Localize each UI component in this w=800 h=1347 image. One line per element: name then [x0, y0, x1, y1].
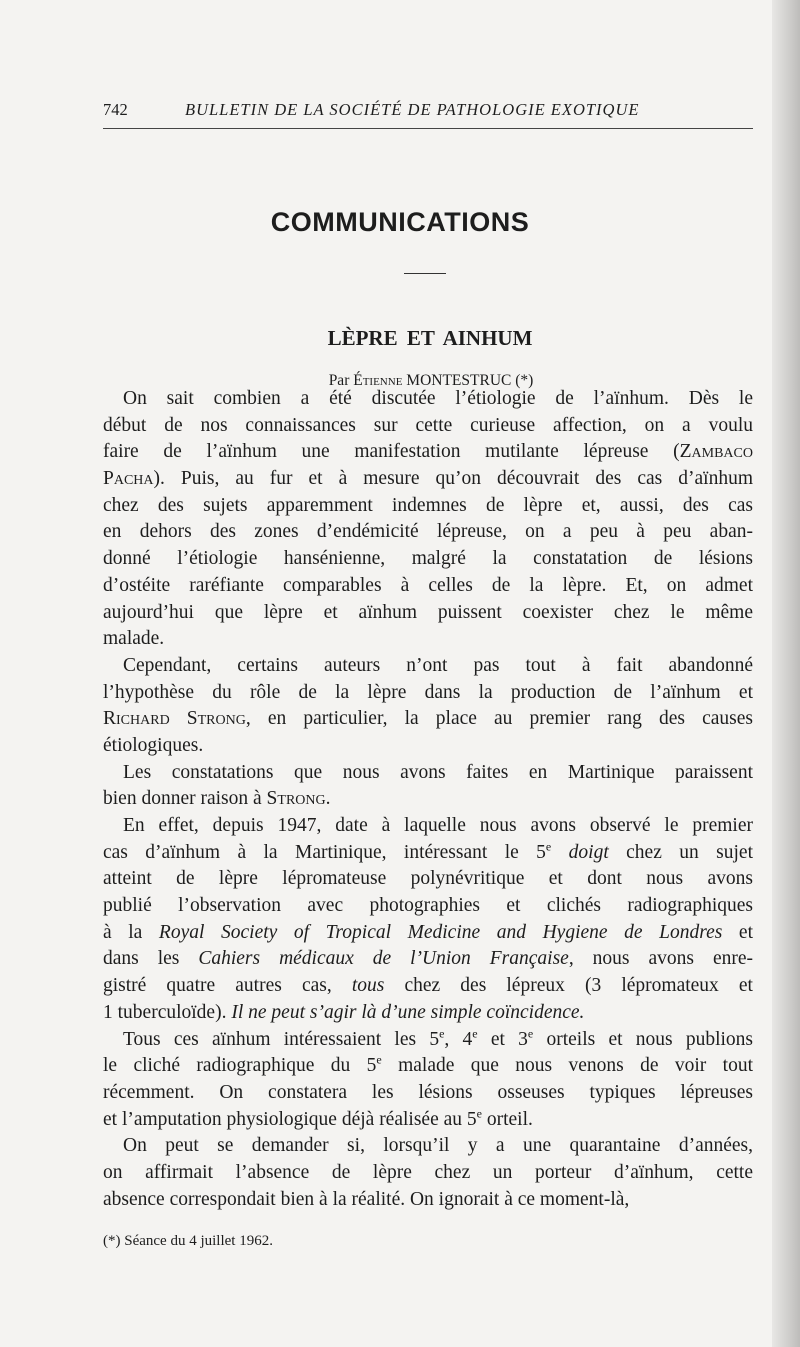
text-run: On sait combien a été discutée l’étiologie de l’aïnhum. Dès le	[123, 388, 753, 409]
author-first-name: Étienne	[353, 372, 403, 389]
superscript: e	[476, 1106, 482, 1121]
text-run: et 3	[477, 1028, 528, 1050]
text-run: 1 tuberculoïde).	[103, 1001, 232, 1023]
text-run: orteil.	[481, 1108, 533, 1130]
text-line	[103, 546, 753, 573]
superscript: e	[527, 1026, 534, 1040]
text-line	[103, 813, 753, 840]
page-number: 742	[103, 100, 128, 119]
text-run: et	[722, 921, 754, 943]
author-prefix: Par	[328, 372, 350, 389]
text-run: gistré quatre autres cas,	[103, 975, 352, 997]
text-line	[103, 840, 753, 867]
text-run: début de nos connaissances sur cette curieuse affection, on a voulu	[103, 414, 753, 436]
superscript: e	[545, 839, 552, 854]
text-line	[103, 866, 753, 893]
text-run: .	[325, 788, 331, 810]
italic-text: Cahiers médicaux de l’Union Française	[198, 948, 569, 970]
text-line	[103, 439, 753, 466]
text-line	[103, 386, 753, 413]
text-run: aujourd’hui que lèpre et aïnhum puissent coexister chez le même	[103, 601, 753, 623]
text-line	[103, 1160, 753, 1187]
text-run: récemment. On constatera les lésions osseuses typiques lépreuses	[103, 1081, 753, 1103]
text-run: orteils et nous publions	[533, 1028, 754, 1050]
section-heading: COMMUNICATIONS	[270, 207, 530, 237]
text-line	[103, 973, 753, 1000]
journal-title: BULLETIN DE LA SOCIÉTÉ DE PATHOLOGIE EXOTIQUE	[185, 100, 640, 119]
text-run: malade que nous venons de voir tout	[381, 1055, 753, 1077]
text-run: , 4	[444, 1028, 473, 1050]
small-caps-name: Zambaco	[679, 441, 753, 463]
paragraph	[103, 1133, 753, 1213]
article-title: LÈPRE ET AINHUM	[327, 326, 533, 350]
small-caps-name: Richard Strong	[103, 708, 246, 730]
paragraph	[103, 1027, 753, 1134]
text-line	[103, 466, 753, 493]
text-run: publié l’observation avec photographies et clichés radiographiques	[103, 895, 753, 917]
small-caps-name: Pacha	[103, 468, 154, 490]
text-line	[103, 760, 753, 787]
paragraph	[103, 813, 753, 1027]
text-line	[103, 893, 753, 920]
text-run: chez un sujet	[608, 841, 754, 863]
text-run: absence correspondait bien à la réalité. On ignorait à ce moment-là,	[103, 1188, 630, 1210]
header-rule	[103, 128, 753, 129]
text-line	[103, 600, 753, 627]
text-run	[551, 842, 568, 863]
text-run: en dehors des zones d’endémicité lépreuse, on a peu à peu aban-	[103, 521, 753, 543]
text-run: le cliché radiographique du 5	[103, 1055, 377, 1077]
text-line	[103, 733, 753, 760]
text-line	[103, 519, 753, 546]
author-last-name: MONTESTRUC (*)	[406, 372, 534, 389]
text-run: et l’amputation physiologique déjà réalisée au 5	[103, 1108, 477, 1130]
text-line	[103, 413, 753, 440]
text-run: atteint de lèpre lépromateuse polynévritique et dont nous avons	[103, 868, 753, 890]
small-caps-name: Strong	[266, 788, 326, 810]
paragraph	[103, 653, 753, 760]
text-run: malade.	[103, 628, 165, 650]
text-line	[103, 946, 753, 973]
text-line	[103, 1187, 753, 1214]
text-run: bien donner raison à	[103, 788, 267, 810]
text-run: Les constatations que nous avons faites en Martinique paraissent	[123, 761, 753, 783]
text-run: Tous ces aïnhum intéressaient les 5	[123, 1028, 440, 1050]
article-body	[103, 386, 753, 1213]
text-run: chez des sujets apparemment indemnes de lèpre et, aussi, des cas	[103, 494, 753, 516]
superscript: e	[376, 1052, 382, 1067]
paragraph	[103, 760, 753, 813]
italic-text: Royal Society of Tropical Medicine and Hygiene de Londres	[158, 921, 723, 943]
text-run: à la	[103, 921, 159, 943]
section-divider	[404, 273, 446, 274]
text-line	[103, 1107, 753, 1134]
text-run: cas d’aïnhum à la Martinique, intéressant le 5	[103, 841, 546, 863]
text-run: l’hypothèse du rôle de la lèpre dans la production de l’aïnhum et	[103, 681, 753, 703]
text-run: chez des lépreux (3 lépromateux et	[384, 975, 753, 997]
text-line	[103, 626, 753, 653]
text-run: on affirmait l’absence de lèpre chez un porteur d’aïnhum, cette	[103, 1161, 753, 1183]
text-line	[103, 1053, 753, 1080]
paragraph	[103, 386, 753, 653]
text-line	[103, 1133, 753, 1160]
italic-text: Il ne peut s’agir là d’une simple coïncidence.	[231, 1001, 585, 1023]
text-run: ). Puis, au fur et à mesure qu’on découvrait des cas d’aïnhum	[153, 468, 753, 490]
text-line	[103, 920, 753, 947]
text-line	[103, 1080, 753, 1107]
text-run: faire de l’aïnhum une manifestation mutilante lépreuse (	[103, 441, 680, 463]
text-line	[103, 493, 753, 520]
text-line	[103, 680, 753, 707]
text-line	[103, 1000, 753, 1027]
text-line	[103, 653, 753, 680]
italic-text: doigt	[568, 841, 609, 863]
text-run: En effet, depuis 1947, date à laquelle nous avons observé le premier	[123, 815, 753, 836]
text-line	[103, 706, 753, 733]
text-run: Cependant, certains auteurs n’ont pas tout à fait abandonné	[123, 654, 753, 676]
text-run: , nous avons enre-	[568, 948, 753, 970]
text-run: étiologiques.	[103, 734, 204, 756]
text-run: , en particulier, la place au premier rang des causes	[245, 708, 753, 730]
text-line	[103, 573, 753, 600]
superscript: e	[472, 1026, 478, 1040]
text-run: On peut se demander si, lorsqu’il y a une quarantaine d’années,	[123, 1135, 753, 1157]
italic-text: tous	[351, 975, 385, 997]
text-line	[103, 1027, 753, 1054]
superscript: e	[439, 1026, 445, 1040]
text-run: dans les	[103, 948, 199, 970]
page-edge-shadow	[772, 0, 800, 1347]
footnote: (*) Séance du 4 juillet 1962.	[103, 1233, 273, 1249]
text-run: donné l’étiologie hansénienne, malgré la constatation de lésions	[103, 548, 753, 570]
text-run: d’ostéite raréfiante comparables à celles de la lèpre. Et, on admet	[103, 574, 753, 596]
text-line	[103, 786, 753, 813]
